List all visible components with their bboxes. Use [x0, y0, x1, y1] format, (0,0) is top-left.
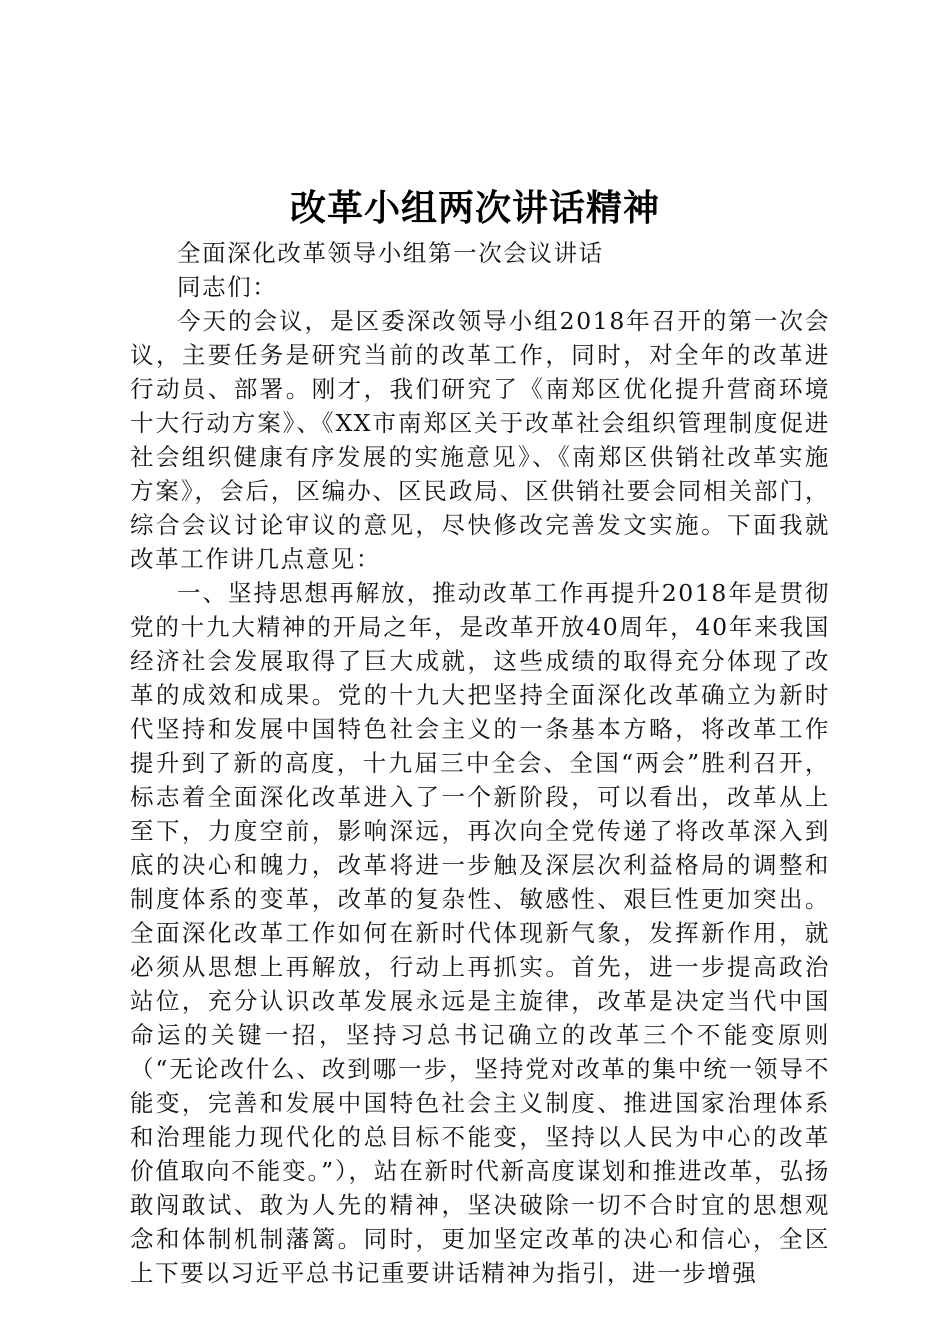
paragraph-subtitle: 全面深化改革领导小组第一次会议讲话 [177, 239, 604, 267]
document-title: 改革小组两次讲话精神 [289, 187, 660, 229]
paragraph-salutation: 同志们： [177, 273, 278, 301]
paragraph-opening: 今天的会议，是区委深改领导小组2018年召开的第一次会议，主要任务是研究当前的改革工作，同时，对全年的改革进行动员、部署。刚才，我们研究了《南郑区优化提升营商环境十大行动方案》、《XX市南郑区关于改革社会组织管理制度促进社会组织健康有序发展的实施意见》、《南郑区供销社改革实施方案》，会后，区编办、区民政局、区供销社要会同相关部门，综合会议讨论审议的意见，尽快修改完善发文实施。下面我就改革工作讲几点意见： [130, 307, 830, 573]
paragraph-section-one: 一、坚持思想再解放，推动改革工作再提升2018年是贯彻党的十九大精神的开局之年，是改革开放40周年，40年来我国经济社会发展取得了巨大成就，这些成绩的取得充分体现了改革的成效和成果。党的十九大把坚持全面深化改革确立为新时代坚持和发展中国特色社会主义的一条基本方略，将改革工作提升到了新的高度，十九届三中全会、全国“两会”胜利召开，标志着全面深化改革进入了一个新阶段，可以看出，改革从上至下，力度空前，影响深远，再次向全党传递了将改革深入到底的决心和魄力，改革将进一步触及深层次利益格局的调整和制度体系的变革，改革的复杂性、敏感性、艰巨性更加突出。全面深化改革工作如何在新时代体现新气象，发挥新作用，就必须从思想上再解放，行动上再抓实。首先，进一步提高政治站位，充分认识改革发展永远是主旋律，改革是决定当代中国命运的关键一招，坚持习总书记确立的改革三个不能变原则（“无论改什么、改到哪一步，坚持党对改革的集中统一领导不能变，完善和发展中国特色社会主义制度、推进国家治理体系和治理能力现代化的总目标不能变，坚持以人民为中心的改革价值取向不能变。”），站在新时代新高度谋划和推进改革，弘扬敢闯敢试、敢为人先的精神，坚决破除一切不合时宜的思想观念和体制机制藩篱。同时，更加坚定改革的决心和信心，全区上下要以习近平总书记重要讲话精神为指引，进一步增强 [130, 579, 830, 1287]
document-body [130, 236, 830, 1290]
